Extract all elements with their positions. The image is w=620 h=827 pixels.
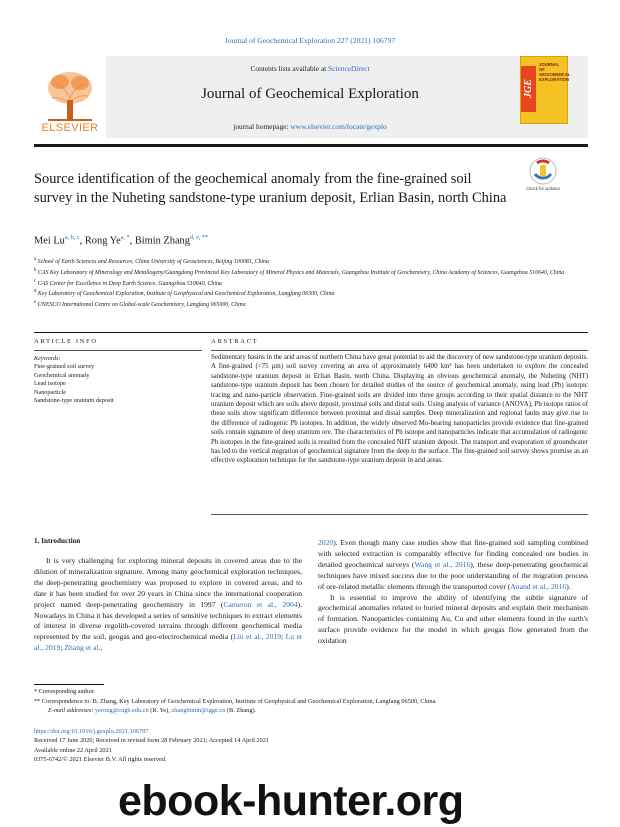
paragraph-text: ; [60,643,65,653]
author-affiliation-marks[interactable]: a, * [120,234,130,241]
paragraph-text: ). Even though many case studies show that fine-grained soil sampling combined with selected extraction is comparably effective for finding concealed ore bodies in detailed geochemical surveys ( [318,538,588,569]
copyright: 0375-6742/© 2021 Elsevier B.V. All rights reserved. [34,756,167,764]
paragraph-text: ). Nowadays in China it has developed a series of sensitive techniques to extract elements of interest in diverse regolith-covered terrains through different geochemical media represented by the soil, geogas and geo-electrochemical media ( [34,599,302,642]
email-link-zhang[interactable]: zhangbimin@igge.cn [171,707,226,715]
article-title: Source identification of the geochemical anomaly from the fine-grained soil survey in the Nuheting sandstone-type uranium deposit, Erlian Basin, north China [34,171,507,206]
cover-abbrev: JGE [521,66,536,112]
email-addresses [34,706,594,716]
author-list [34,234,208,246]
abstract-text: Sedimentary basins in the arid areas of northern China have great potential to aid the discovery of new sandstone-type uranium deposits. A fine-grained (<75 μm) soil survey covering an area of approximately 6400 km² has been undertaken to explore the concealed sandstone-type uranium deposit in Erlian Basin, north China. Displaying an obvious geochemical anomaly, the Nuheting (NHT) sandstone-type uranium deposit has been chosen for detailed studies of the source of geochemical anomaly, using lead (Pb) isotopic tracing and nano-particle observation. Fine-grained soils are divided into three groups according to their spatial distance to the NHT uranium deposit which are soils above deposit, proximal soils and distal soils. Using analysis of variance (ANOVA), Pb isotope ratios of these soils show significant difference between proximal and distal samples. Deep mineralization and regional faults may give rise to the difference of radiogenic Pb isotopes. In addition, the widely observed Mo-bearing nanoparticles provide evidence that fine-grained soils contain signature of deep uranium ore. The characteristics of Pb isotope and nanoparticles indicate that accumulation of radiogenic Pb isotopes in the fine-grained soils is resulted from the concealed NHT uranium deposit. The transport and evaporation of groundwater has led to the vertical migration of geochemical signature from the deep to the surface. The fine-grained soil survey shows promise as an effective exploration technique for the sandstone-type uranium deposit in arid areas. [211,354,589,465]
keyword-item: Sandstone-type uranium deposit [34,397,114,405]
affiliation-key: e [34,300,37,306]
author-name: Mei Lu [34,235,65,247]
email-owner-zhang: (B. Zhang). [225,707,257,715]
intro-paragraph-1-continued [318,538,588,593]
contents-line [120,64,500,73]
author-affiliation-marks[interactable]: d, e, ** [189,234,209,241]
email-label: E-mail addresses: [48,707,95,715]
online-date: Available online 22 April 2021 [34,746,112,754]
journal-homepage-link[interactable]: www.elsevier.com/locate/gexplo [290,122,387,131]
citation-link[interactable]: Liu et al., 2019 [233,632,282,642]
keywords-block [34,355,202,405]
citation-link[interactable]: Zhang et al., [64,643,103,653]
keyword-item: Fine-grained soil survey [34,363,95,371]
left-column [34,556,302,654]
affiliations [34,256,594,310]
affiliation-key: d [34,289,37,295]
affiliation-key: a [34,257,37,262]
sciencedirect-link[interactable]: ScienceDirect [328,64,370,73]
check-for-updates-label[interactable]: Check for updates [526,186,560,191]
publication-info [34,727,434,765]
right-column [318,538,588,647]
section-rule [34,332,588,333]
homepage-prefix: journal homepage: [233,122,291,131]
homepage-line [120,122,500,131]
abstract-rule [211,350,588,351]
email-link-ye[interactable]: yerong@cugb.edu.cn [95,707,149,715]
paragraph-text: ). [566,581,571,591]
contents-prefix: Contents lists available at [250,64,329,73]
author-separator: , [79,235,85,247]
keyword-item: Lead isotope [34,380,66,388]
elsevier-wordmark: ELSEVIER [41,122,99,134]
corresponding-author-note: * Corresponding author. [34,688,96,695]
journal-reference[interactable]: Journal of Geochemical Exploration 227 (2021) 106797 [224,36,396,45]
keyword-item: Geochemical anomaly [34,371,90,379]
citation-link[interactable]: Cameron et al., 2004 [223,599,298,609]
author-name: Rong Ye [84,235,121,247]
abstract-heading: ABSTRACT [211,338,259,345]
correspondence-note: ** Correspondence to: B. Zhang, Key Laboratory of Geochemical Exploration, Institute of Geophysical and Geochemical Exploration, Langfang 06500, China. [34,697,437,705]
citation-link[interactable]: Anand et al., 2016 [510,581,567,591]
author-name: Bimin Zhang [134,235,190,247]
article-info-rule [34,350,202,351]
received-dates: Received 17 June 2020; Received in revised form 28 February 2021; Accepted 14 April 2021 [34,737,270,745]
keywords-list [34,363,202,405]
citation-link[interactable]: 2020 [318,538,334,547]
affiliation-text: CAS Center for Excellence in Deep Earth Science, Guangzhou 510640, China [36,280,222,287]
header-rule [34,144,588,147]
email-owner-ye: (R. Ye), [148,707,172,715]
watermark: ebook-hunter.org [118,777,464,825]
affiliation-text: UNESCO International Centre on Global-scale Geochemistry, Langfang 065000, China [36,302,246,309]
citation-link[interactable]: Lu et al., 2019 [34,632,302,653]
footnotes [34,687,594,716]
affiliation-item [34,267,594,278]
author-separator: , [129,235,135,247]
intro-paragraph-1 [34,556,302,654]
author-affiliation-marks[interactable]: a, b, c [64,234,80,241]
journal-title: Journal of Geochemical Exploration [201,86,419,102]
affiliation-key: b [34,267,37,273]
affiliation-item [34,299,594,310]
check-for-updates-icon[interactable] [528,156,558,186]
affiliation-text: School of Earth Sciences and Resources, China University of Geosciences, Beijing 100083, China [36,258,269,265]
intro-paragraph-2: It is essential to improve the ability of identifying the subtle signature of geochemical anomalies related to buried mineral deposits and explain their mechanism of formation. Nanoparticles containing Au, Cu and other elements found in the earth's surface provide evidence for the model in which geogas flow generated from the oxidation [318,592,588,646]
cover-title: JOURNAL OF GEOCHEMICAL EXPLORATION [539,62,571,82]
keyword-item: Nanoparticle [34,388,66,396]
affiliation-item [34,278,594,289]
affiliation-item [34,256,594,267]
doi-link[interactable]: https://doi.org/10.1016/j.gexplo.2021.106797 [34,728,149,735]
paragraph-text: ; [281,632,286,642]
affiliation-key: c [34,278,37,284]
keywords-title: Keywords: [34,355,61,362]
citation-link[interactable]: Wang et al., 2016 [414,559,471,569]
affiliation-item [34,288,594,299]
intro-heading: 1. Introduction [34,537,81,545]
abstract-bottom-rule [211,514,588,515]
paragraph-text: ), these deep-penetrating geochemical techniques have mixed success due to the poor understanding of the migration process of ore-related metallic elements through the transported cover ( [318,559,588,591]
article-info-heading: ARTICLE INFO [34,338,98,345]
footnote-rule [34,684,104,685]
paragraph-text: It is very challenging for exploring mineral deposits in covered areas due to the dilution of mineralization signature. Among many geochemical exploration techniques, the deep-penetrating geochemistry was proposed to explore in covered areas, and to date it has been studied for over 20 years in China since the international cooperation project named deep-penetrating geochemistry in 1997 ( [34,556,302,609]
affiliation-text: Key Laboratory of Geochemical Exploration, Institute of Geophysical and Geochemical Exploration, Langfang 06500, China [36,291,335,298]
affiliation-text: CAS Key Laboratory of Mineralogy and Metallogeny/Guangdong Provincial Key Laboratory of Mineral Physics and Materials, Guangzhou Institute of Geochemistry, China Academy of Sciences, Guangzhou 510640, China [36,269,565,276]
